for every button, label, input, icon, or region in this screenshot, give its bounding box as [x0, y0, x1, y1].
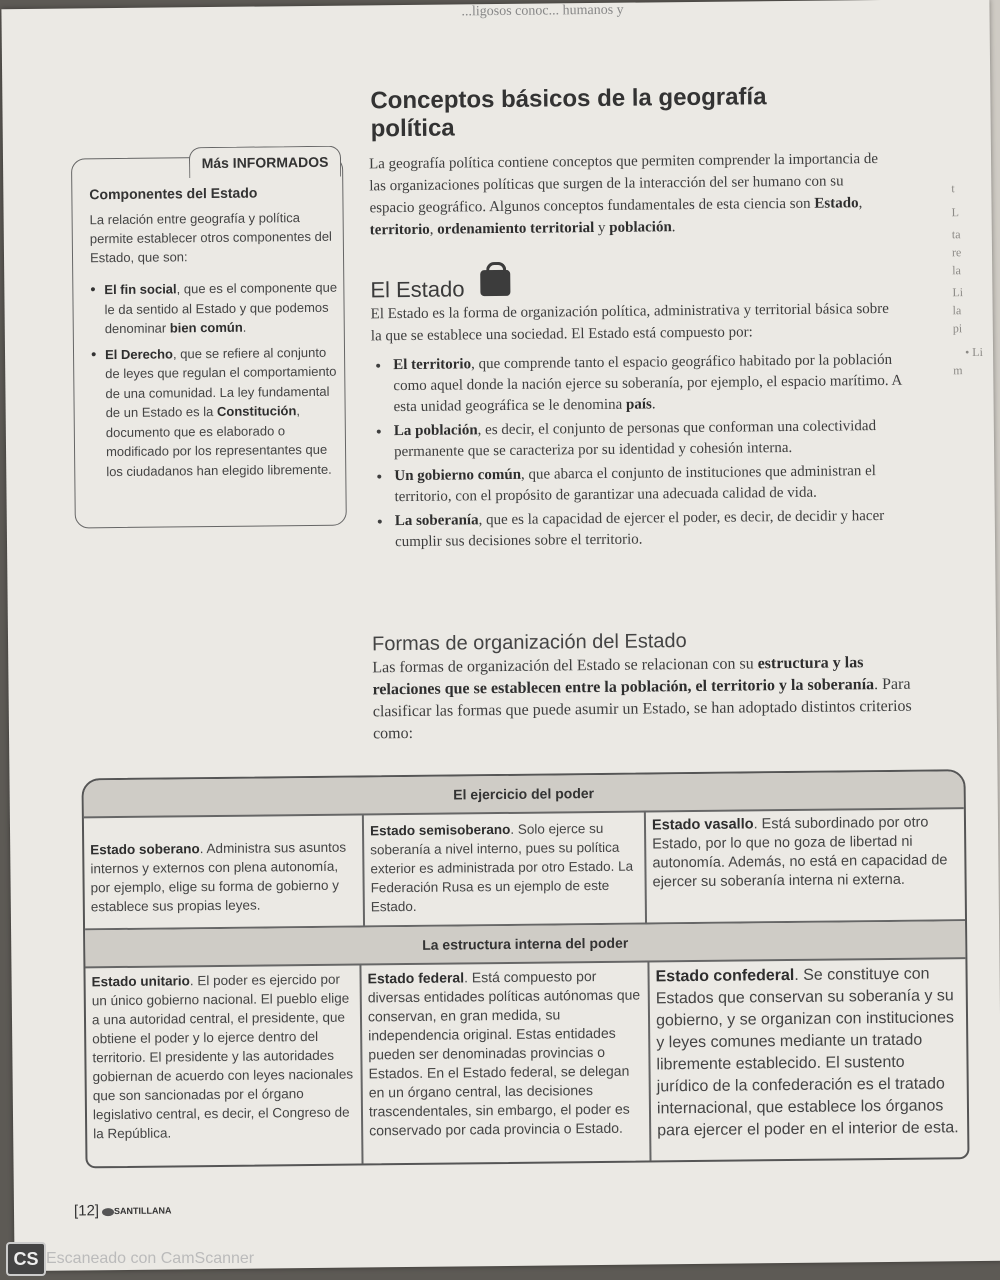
top-cut-text: ...ligosos conoc... humanos y	[461, 2, 624, 20]
list-item: • El territorio, que comprende tanto el espacio geográfico habitado por la población como aquel donde la nación ejerce su soberanía, por ejemplo, el espacio marítimo. A esta unidad geográfica se le denomina país.	[371, 350, 912, 419]
table-cell: Estado semisoberano. Solo ejerce su soberanía a nivel interno, pues su política exterior es administrada por otro Estado. La Federación Rusa es un ejemplo de este Estado.	[369, 820, 634, 915]
camscanner-watermark: Escaneado con CamScanner	[46, 1250, 255, 1267]
list-item: • El Derecho, que se refiere al conjunto de leyes que regulan el comportamiento de una comunidad. La ley fundamental de un Estado es la Constitución, documento que es elaborado o modificado por los representantes que los ciudadanos han elegido libremente.	[91, 342, 342, 481]
table-cell: Estado vasallo. Está subordinado por otro Estado, por lo que no goza de libertad ni autonomía. Además, no está en capacidad de ejercer su soberanía interna ni externa.	[651, 814, 948, 891]
page-title: Conceptos básicos de la geografía política	[370, 83, 767, 143]
sidebar-text: La relación entre geografía y política permite establecer otros componentes del Estado, que son:	[89, 210, 332, 266]
santillana-logo-icon	[102, 1208, 114, 1216]
list-item: • El fin social, que es el componente que le da sentido al Estado y que podemos denominar bien común.	[90, 278, 341, 339]
mas-informados-tag: Más INFORMADOS	[189, 146, 341, 179]
table-cell: Estado confederal. Se constituye con Estados que conservan su soberanía y su gobierno, y se organizan con instituciones y leyes comunes mediante un tratado libremente establecido. El sustento jurídico de la confederación es el tratado internacional, que establece los órganos para ejercer el poder en el interior de esta.	[655, 965, 959, 1140]
side-fragment: re	[951, 245, 962, 260]
table-cell: Estado federal. Está compuesto por diversas entidades políticas autónomas que conservan, en gran medida, su independencia original. Estas entidades pueden ser denominadas provincias o Estados. En el Estado federal, se delegan en un órgano central, las decisiones trascendentales, sin embargo, el poder es conservado por cada provincia o Estado.	[367, 968, 641, 1139]
side-fragment: la	[952, 263, 961, 278]
side-fragment: ta	[951, 227, 961, 242]
formas-heading: Formas de organización del Estado	[371, 630, 687, 656]
page-number: [12]	[73, 1202, 100, 1220]
side-fragment: la	[952, 303, 962, 318]
intro-paragraph: La geografía política contiene conceptos que permiten comprender la importancia de las organizaciones políticas que surgen de la interacción del ser humano con su espacio geográfico. Algunos conceptos fundamentales de esta ciencia son Estado, territorio, ordenamiento territorial y población.	[368, 151, 879, 239]
table-cell: Estado unitario. El poder es ejercido por un único gobierno nacional. El pueblo elige a una autoridad central, el presidente, que obtiene el poder y lo ejerce dentro del territorio. El presidente y las autoridades gobiernan de acuerdo con leyes nacionales que son sancionadas por el órgano legislativo central, es decir, el Congreso de la República.	[91, 971, 354, 1142]
formas-paragraph: Las formas de organización del Estado se relacionan con su estructura y las relaciones que se establecen entre la población, el territorio y la soberanía. Para clasificar las formas que puede asumir un Estado, se han adoptado distintos criterios como:	[372, 654, 912, 743]
side-fragment: Li	[952, 285, 964, 300]
side-fragment: • Li	[964, 344, 984, 360]
document-page	[1, 0, 1000, 1271]
table-header: El ejercicio del poder	[83, 771, 963, 816]
side-fragment: pi	[952, 321, 963, 336]
camscanner-logo: CS	[6, 1242, 46, 1276]
side-fragment: L	[951, 205, 960, 220]
sidebar-title: Componentes del Estado	[89, 184, 258, 203]
estado-paragraph: El Estado es la forma de organización política, administrativa y territorial básica sobre la que se establece una sociedad. El Estado está compuesto por:	[370, 300, 889, 345]
side-fragment: t	[951, 181, 955, 196]
sidebar-list	[90, 278, 342, 488]
publisher-logo: SANTILLANA	[113, 1205, 172, 1217]
list-item: • Un gobierno común, que abarca el conjunto de instituciones que administran el territorio, con el propósito de garantizar una adecuada calidad de vida.	[372, 461, 912, 509]
estado-elements-list	[371, 350, 913, 557]
estado-heading: El Estado	[370, 276, 465, 303]
forms-of-state-table	[81, 769, 969, 1168]
list-item: • La población, es decir, el conjunto de personas que conforman una colectividad permanente que se caracteriza por su identidad y cohesión interna.	[372, 416, 912, 464]
lock-icon	[480, 270, 510, 296]
list-item: • La soberanía, que es la capacidad de ejercer el poder, es decir, de decidir y hacer cumplir sus decisiones sobre el territorio.	[373, 506, 913, 554]
side-fragment: m	[953, 363, 963, 378]
table-header: La estructura interna del poder	[85, 921, 965, 966]
table-cell: Estado soberano. Administra sus asuntos internos y externos con plena autonomía, por ejemplo, elige su forma de gobierno y establece sus propias leyes.	[90, 839, 347, 915]
